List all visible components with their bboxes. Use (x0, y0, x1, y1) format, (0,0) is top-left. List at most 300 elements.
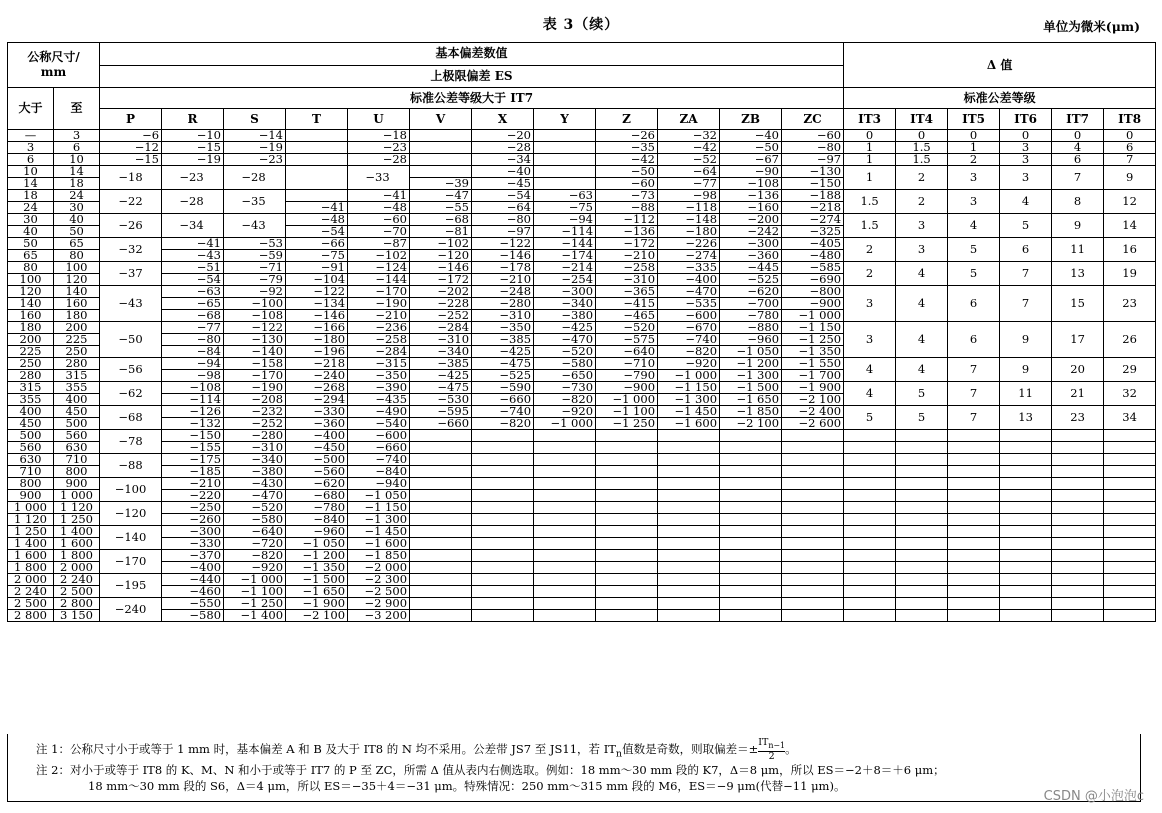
empty-cell (1000, 430, 1052, 442)
table-row (8, 562, 1156, 574)
deviation-cell-u: −144 (348, 274, 410, 286)
empty-cell (1104, 586, 1156, 598)
empty-cell (472, 430, 534, 442)
delta-cell-it8: 19 (1104, 262, 1156, 286)
empty-cell (948, 514, 1000, 526)
deviation-cell-zb: −108 (720, 178, 782, 190)
watermark: CSDN @小泡泡c (1043, 789, 1144, 804)
deviation-cell-z: −710 (596, 358, 658, 370)
deviation-cell-zc: −274 (782, 214, 844, 226)
deviation-cell-p: −78 (100, 430, 162, 454)
empty-cell (410, 610, 472, 622)
empty-cell (948, 430, 1000, 442)
delta-cell-it8: 16 (1104, 238, 1156, 262)
delta-cell-it5: 7 (948, 406, 1000, 430)
delta-cell-it5: 7 (948, 358, 1000, 382)
deviation-cell-zb: −160 (720, 202, 782, 214)
deviation-cell-r: −43 (162, 250, 224, 262)
empty-cell (1000, 526, 1052, 538)
deviation-cell-s: −92 (224, 286, 286, 298)
deviation-cell-zb: −300 (720, 238, 782, 250)
deviation-cell-p: −120 (100, 502, 162, 526)
empty-cell (1104, 562, 1156, 574)
delta-cell-it4: 2 (896, 190, 948, 214)
deviation-cell-za: −820 (658, 346, 720, 358)
deviation-cell-t: −840 (286, 514, 348, 526)
empty-cell (1000, 442, 1052, 454)
delta-cell-it3: 3 (844, 322, 896, 358)
deviation-cell-r: −28 (162, 190, 224, 214)
deviation-cell-p: −100 (100, 478, 162, 502)
size-over-cell: 1 120 (8, 514, 54, 526)
deviation-cell-u: −102 (348, 250, 410, 262)
deviation-cell-v: −595 (410, 406, 472, 418)
empty-cell (948, 574, 1000, 586)
size-to-cell: 65 (54, 238, 100, 250)
empty-cell (844, 562, 896, 574)
col-header-it5: IT5 (948, 109, 1000, 130)
size-header-line1: 公称尺寸/ (27, 50, 80, 64)
size-to-cell: 250 (54, 346, 100, 358)
empty-cell (1000, 538, 1052, 550)
empty-cell (948, 598, 1000, 610)
col-header-v: V (410, 109, 472, 130)
empty-cell (844, 454, 896, 466)
col-header-it3: IT3 (844, 109, 896, 130)
deviation-cell-z: −1 100 (596, 406, 658, 418)
size-to-cell: 1 600 (54, 538, 100, 550)
delta-cell-it4: 2 (896, 166, 948, 190)
deviation-cell-x: −178 (472, 262, 534, 274)
empty-cell (844, 430, 896, 442)
deviation-cell-v: −172 (410, 274, 472, 286)
deviation-cell-zb: −960 (720, 334, 782, 346)
deviation-cell-x: −80 (472, 214, 534, 226)
deviation-cell-p: −18 (100, 166, 162, 190)
size-over-cell: 200 (8, 334, 54, 346)
empty-cell (948, 526, 1000, 538)
deviation-cell-s: −280 (224, 430, 286, 442)
deviation-cell-r: −63 (162, 286, 224, 298)
empty-cell (844, 466, 896, 478)
empty-cell (948, 562, 1000, 574)
empty-cell (720, 550, 782, 562)
col-header-za: ZA (658, 109, 720, 130)
deviation-cell-zc: −218 (782, 202, 844, 214)
empty-cell (720, 586, 782, 598)
delta-cell-it8: 23 (1104, 286, 1156, 322)
deviation-cell-zc: −480 (782, 250, 844, 262)
empty-cell (1000, 454, 1052, 466)
empty-cell (782, 490, 844, 502)
empty-cell (896, 538, 948, 550)
deviation-cell-v: −530 (410, 394, 472, 406)
empty-cell (1104, 478, 1156, 490)
deviation-cell-u: −1 300 (348, 514, 410, 526)
deviation-cell-zc: −188 (782, 190, 844, 202)
deviation-cell-r: −41 (162, 238, 224, 250)
delta-cell-it4: 3 (896, 214, 948, 238)
deviation-cell-t: −66 (286, 238, 348, 250)
size-over-cell: 40 (8, 226, 54, 238)
note-2-line-1: 注 2：对小于或等于 IT8 的 K、M、N 和小于或等于 IT7 的 P 至 ZC，所需 Δ 值从表内右侧选取。例如：18 mm～30 mm 段的 K7，Δ＝8 μm，所以 ES＝−2＋8＝＋6 μm； (36, 763, 945, 778)
deviation-cell-y: −254 (534, 274, 596, 286)
size-over-cell: 2 500 (8, 598, 54, 610)
deviation-cell-u: −48 (348, 202, 410, 214)
deviation-cell-x: −525 (472, 370, 534, 382)
deviation-cell-z: −88 (596, 202, 658, 214)
deviation-cell-x: −34 (472, 154, 534, 166)
delta-cell-it6: 4 (1000, 190, 1052, 214)
deviation-cell-zb: −136 (720, 190, 782, 202)
deviation-cell-v: −146 (410, 262, 472, 274)
empty-cell (720, 562, 782, 574)
empty-cell (720, 442, 782, 454)
delta-cell-it5: 4 (948, 214, 1000, 238)
table-row (8, 238, 1156, 250)
deviation-cell-z: −172 (596, 238, 658, 250)
size-to-cell: 225 (54, 334, 100, 346)
deviation-cell-r: −84 (162, 346, 224, 358)
deviation-cell-z: −465 (596, 310, 658, 322)
col-header-u: U (348, 109, 410, 130)
deviation-cell-z: −900 (596, 382, 658, 394)
empty-cell (596, 514, 658, 526)
deviation-cell-u: −740 (348, 454, 410, 466)
empty-cell (720, 574, 782, 586)
deviation-cell-zc: −325 (782, 226, 844, 238)
empty-cell (782, 586, 844, 598)
deviation-cell-x: −280 (472, 298, 534, 310)
deviation-cell-v: −81 (410, 226, 472, 238)
delta-cell-it5: 3 (948, 190, 1000, 214)
size-over-cell: 120 (8, 286, 54, 298)
deviation-cell-u: −210 (348, 310, 410, 322)
size-over-cell: 1 400 (8, 538, 54, 550)
deviation-cell-zc: −1 150 (782, 322, 844, 334)
empty-cell (1052, 442, 1104, 454)
empty-cell (948, 478, 1000, 490)
deviation-cell-r: −260 (162, 514, 224, 526)
deviation-cell-t: −780 (286, 502, 348, 514)
empty-cell (720, 610, 782, 622)
empty-cell (720, 502, 782, 514)
empty-cell (596, 538, 658, 550)
empty-cell (720, 514, 782, 526)
empty-cell (596, 490, 658, 502)
deviation-cell-u: −2 500 (348, 586, 410, 598)
deviation-cell-p: −56 (100, 358, 162, 382)
table-row (8, 610, 1156, 622)
size-over-cell: 2 000 (8, 574, 54, 586)
empty-cell (534, 478, 596, 490)
delta-cell-it5: 1 (948, 142, 1000, 154)
deviation-cell-za: −1 300 (658, 394, 720, 406)
empty-cell (472, 454, 534, 466)
size-over-cell: 355 (8, 394, 54, 406)
col-header-z: Z (596, 109, 658, 130)
delta-cell-it4: 4 (896, 322, 948, 358)
deviation-cell-x: −385 (472, 334, 534, 346)
size-over-cell: 30 (8, 214, 54, 226)
empty-cell (472, 490, 534, 502)
note-1-text-a: 注 1：公称尺寸小于或等于 1 mm 时，基本偏差 A 和 B 及大于 IT8 的 N 均不采用。公差带 JS7 至 JS11，若 IT (36, 741, 616, 756)
empty-cell (948, 502, 1000, 514)
empty-cell (410, 550, 472, 562)
deviation-cell-za: −32 (658, 130, 720, 142)
deviation-cell-z: −415 (596, 298, 658, 310)
deviation-cell-r: −400 (162, 562, 224, 574)
deviation-cell-r: −19 (162, 154, 224, 166)
note-1-fraction (758, 738, 785, 762)
size-to-cell: 160 (54, 298, 100, 310)
delta-cell-it6: 0 (1000, 130, 1052, 142)
delta-cell-it7: 21 (1052, 382, 1104, 406)
deviation-cell-s: −470 (224, 490, 286, 502)
deviation-cell-v: −252 (410, 310, 472, 322)
deviation-cell-zb: −50 (720, 142, 782, 154)
deviation-cell-x: −210 (472, 274, 534, 286)
delta-cell-it6: 9 (1000, 322, 1052, 358)
deviation-cell-u: −1 450 (348, 526, 410, 538)
deviation-cell-y: −650 (534, 370, 596, 382)
empty-cell (596, 598, 658, 610)
deviation-cell-r: −132 (162, 418, 224, 430)
deviation-cell-y: −470 (534, 334, 596, 346)
empty-cell (896, 574, 948, 586)
empty-cell (596, 502, 658, 514)
deviation-cell-r: −80 (162, 334, 224, 346)
deviation-cell-r: −54 (162, 274, 224, 286)
deviation-cell-u: −940 (348, 478, 410, 490)
table-row (8, 322, 1156, 334)
col-header-x: X (472, 109, 534, 130)
empty-cell (1104, 550, 1156, 562)
size-header (8, 43, 100, 88)
empty-cell (534, 562, 596, 574)
column-header-row (8, 109, 1156, 130)
deviation-cell-u: −258 (348, 334, 410, 346)
delta-cell-it8: 32 (1104, 382, 1156, 406)
empty-cell (596, 454, 658, 466)
table-row (8, 358, 1156, 370)
deviation-cell-zc: −585 (782, 262, 844, 274)
empty-cell (1052, 430, 1104, 442)
empty-cell (410, 574, 472, 586)
size-to-cell: 40 (54, 214, 100, 226)
table-row (8, 442, 1156, 454)
delta-cell-it4: 0 (896, 130, 948, 142)
deviation-cell-zb: −1 050 (720, 346, 782, 358)
deviation-cell-v (410, 130, 472, 142)
deviation-cell-zc: −80 (782, 142, 844, 154)
deviation-cell-u: −2 000 (348, 562, 410, 574)
empty-cell (896, 610, 948, 622)
deviation-cell-zb: −1 500 (720, 382, 782, 394)
deviation-cell-x: −97 (472, 226, 534, 238)
deviation-cell-u: −33 (348, 166, 410, 190)
empty-cell (658, 562, 720, 574)
notes-box (7, 734, 1141, 802)
table-caption: 表 3（续） (542, 17, 620, 33)
deviation-cell-za: −226 (658, 238, 720, 250)
deviation-cell-p: −240 (100, 598, 162, 622)
deviation-cell-v: −228 (410, 298, 472, 310)
deviation-cell-v: −68 (410, 214, 472, 226)
empty-cell (1104, 598, 1156, 610)
deviation-cell-x: −425 (472, 346, 534, 358)
empty-cell (720, 454, 782, 466)
empty-cell (844, 490, 896, 502)
deviation-cell-v: −120 (410, 250, 472, 262)
deviation-cell-r: −10 (162, 130, 224, 142)
empty-cell (658, 586, 720, 598)
deviation-cell-r: −370 (162, 550, 224, 562)
empty-cell (896, 478, 948, 490)
empty-cell (472, 514, 534, 526)
deviation-cell-r: −126 (162, 406, 224, 418)
deviation-cell-z: −1 250 (596, 418, 658, 430)
empty-cell (534, 574, 596, 586)
empty-cell (658, 598, 720, 610)
deviation-cell-z: −60 (596, 178, 658, 190)
empty-cell (534, 598, 596, 610)
empty-cell (472, 478, 534, 490)
size-over-cell: 2 800 (8, 610, 54, 622)
col-header-y: Y (534, 109, 596, 130)
deviation-cell-za: −400 (658, 274, 720, 286)
delta-cell-it8: 7 (1104, 154, 1156, 166)
deviation-cell-z: −210 (596, 250, 658, 262)
empty-cell (658, 610, 720, 622)
deviation-cell-y (534, 178, 596, 190)
deviation-cell-u: −2 900 (348, 598, 410, 610)
empty-cell (658, 550, 720, 562)
deviation-cell-za: −148 (658, 214, 720, 226)
empty-cell (782, 442, 844, 454)
size-to-cell: 560 (54, 430, 100, 442)
deviation-cell-v: −55 (410, 202, 472, 214)
empty-cell (472, 466, 534, 478)
deviation-cell-r: −15 (162, 142, 224, 154)
table-row (8, 154, 1156, 166)
empty-cell (720, 430, 782, 442)
empty-cell (410, 478, 472, 490)
size-to-cell: 2 500 (54, 586, 100, 598)
size-to-cell: 1 800 (54, 550, 100, 562)
deviation-cell-y: −1 000 (534, 418, 596, 430)
deviation-cell-za: −470 (658, 286, 720, 298)
deviation-cell-v: −385 (410, 358, 472, 370)
table-row (8, 454, 1156, 466)
deviation-cell-t: −166 (286, 322, 348, 334)
delta-cell-it8: 12 (1104, 190, 1156, 214)
empty-cell (596, 562, 658, 574)
size-over-cell: 250 (8, 358, 54, 370)
deviation-cell-x: −248 (472, 286, 534, 298)
empty-cell (844, 574, 896, 586)
deviation-cell-t: −500 (286, 454, 348, 466)
deviation-cell-zc: −1 900 (782, 382, 844, 394)
deviation-cell-u: −87 (348, 238, 410, 250)
deviation-cell-t: −91 (286, 262, 348, 274)
deviation-cell-u: −315 (348, 358, 410, 370)
note-1-end: 。 (785, 741, 797, 756)
deviation-cell-t: −75 (286, 250, 348, 262)
delta-cell-it3: 5 (844, 406, 896, 430)
empty-cell (472, 574, 534, 586)
delta-cell-it7: 23 (1052, 406, 1104, 430)
col-header-t: T (286, 109, 348, 130)
empty-cell (720, 526, 782, 538)
deviation-cell-r: −175 (162, 454, 224, 466)
deviation-cell-r: −155 (162, 442, 224, 454)
deviation-cell-za: −1 150 (658, 382, 720, 394)
deviation-cell-u: −2 300 (348, 574, 410, 586)
col-header-p: P (100, 109, 162, 130)
deviation-cell-s: −820 (224, 550, 286, 562)
empty-cell (534, 538, 596, 550)
size-over-cell: 160 (8, 310, 54, 322)
deviation-cell-zb: −525 (720, 274, 782, 286)
size-over-cell: 900 (8, 490, 54, 502)
deviation-cell-v: −425 (410, 370, 472, 382)
deviation-cell-p: −12 (100, 142, 162, 154)
deviation-cell-z: −50 (596, 166, 658, 178)
deviation-cell-z: −26 (596, 130, 658, 142)
table-row (8, 406, 1156, 418)
empty-cell (844, 598, 896, 610)
empty-cell (948, 538, 1000, 550)
empty-cell (1052, 502, 1104, 514)
delta-cell-it6: 6 (1000, 238, 1052, 262)
empty-cell (720, 466, 782, 478)
deviation-cell-u: −170 (348, 286, 410, 298)
table-row (8, 142, 1156, 154)
deviation-cell-x: −64 (472, 202, 534, 214)
deviation-cell-y (534, 130, 596, 142)
deviation-cell-u: −3 200 (348, 610, 410, 622)
deviation-cell-x: −820 (472, 418, 534, 430)
deviation-cell-z: −640 (596, 346, 658, 358)
deviation-cell-u: −284 (348, 346, 410, 358)
deviation-cell-u: −1 600 (348, 538, 410, 550)
note-1-frac-den: 2 (768, 750, 775, 762)
empty-cell (1000, 466, 1052, 478)
delta-cell-it4: 4 (896, 358, 948, 382)
empty-cell (534, 502, 596, 514)
deviation-cell-r: −65 (162, 298, 224, 310)
deviation-cell-x: −740 (472, 406, 534, 418)
deviation-cell-r: −150 (162, 430, 224, 442)
empty-cell (844, 526, 896, 538)
deviation-cell-zb: −40 (720, 130, 782, 142)
delta-cell-it8: 29 (1104, 358, 1156, 382)
deviation-cell-za: −274 (658, 250, 720, 262)
empty-cell (948, 442, 1000, 454)
deviation-cell-zb: −1 650 (720, 394, 782, 406)
deviation-cell-s: −252 (224, 418, 286, 430)
empty-cell (896, 466, 948, 478)
delta-cell-it3: 1 (844, 154, 896, 166)
empty-cell (1104, 454, 1156, 466)
to-header: 至 (54, 88, 100, 130)
size-to-cell: 500 (54, 418, 100, 430)
deviation-cell-t: −294 (286, 394, 348, 406)
size-over-cell: 800 (8, 478, 54, 490)
delta-cell-it6: 7 (1000, 286, 1052, 322)
size-to-cell: 450 (54, 406, 100, 418)
